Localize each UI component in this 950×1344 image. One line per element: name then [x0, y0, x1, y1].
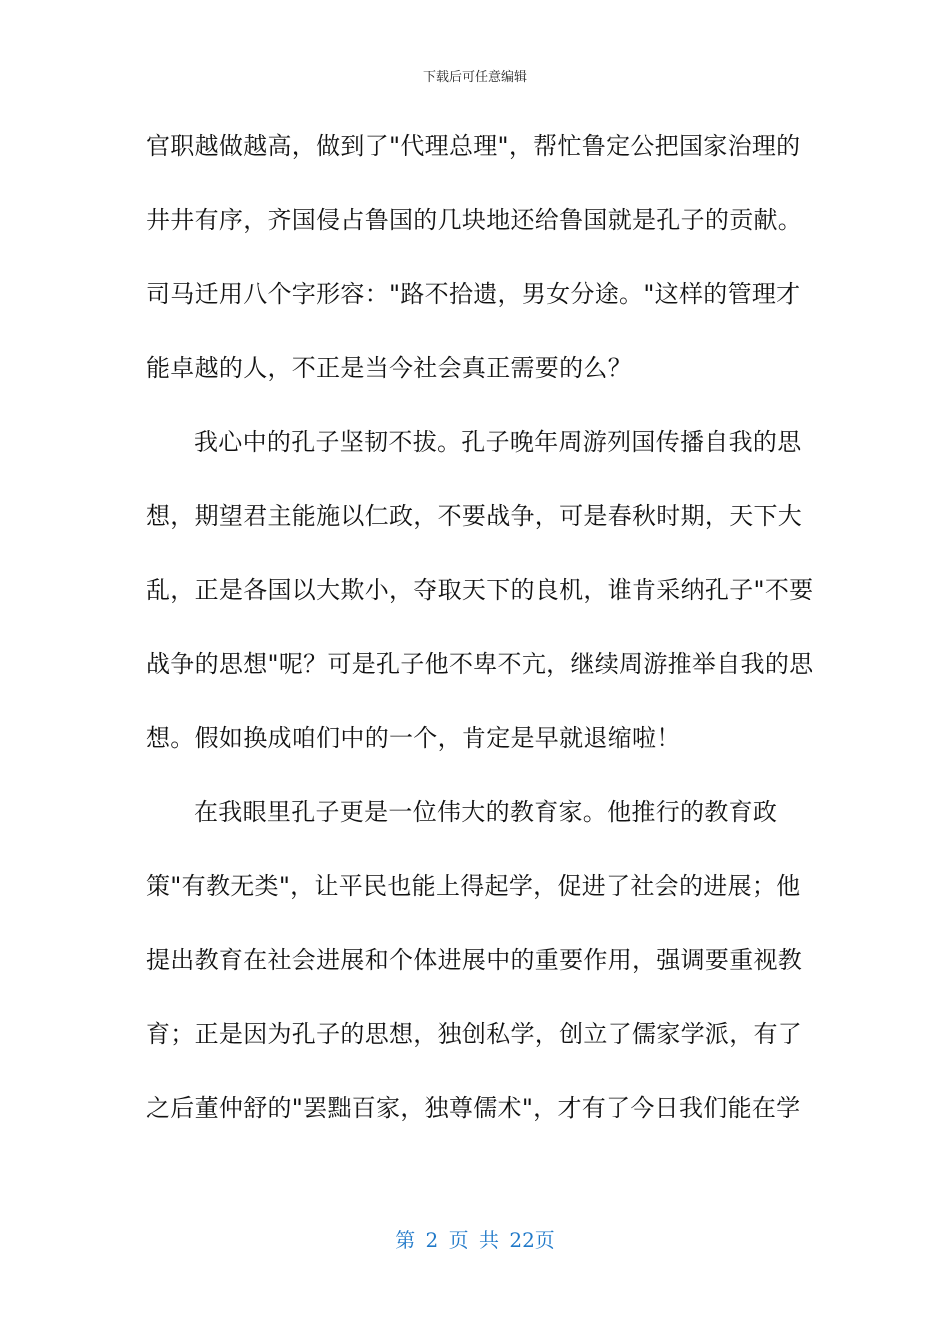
text-line: 司马迁用八个字形容："路不拾遗，男女分途。"这样的管理才 — [146, 280, 801, 308]
text-line: 策"有教无类"，让平民也能上得起学，促进了社会的进展；他 — [146, 872, 801, 900]
text-line: 想，期望君主能施以仁政，不要战争，可是春秋时期，天下大 — [146, 502, 803, 530]
document-body — [146, 120, 814, 1156]
text-line: 乱，正是各国以大欺小，夺取天下的良机，谁肯采纳孔子"不要 — [146, 576, 814, 604]
page-header: 下载后可任意编辑 — [422, 70, 527, 85]
text-line: 提出教育在社会进展和个体进展中的重要作用，强调要重视教 — [146, 946, 803, 974]
text-line: 官职越做越高，做到了"代理总理"，帮忙鲁定公把国家治理的 — [146, 132, 801, 160]
paragraph-start-line: 在我眼里孔子更是一位伟大的教育家。他推行的教育政 — [194, 798, 778, 826]
text-line: 井井有序，齐国侵占鲁国的几块地还给鲁国就是孔子的贡献。 — [146, 206, 803, 234]
paragraph-start-line: 我心中的孔子坚韧不拔。孔子晚年周游列国传播自我的思 — [194, 428, 802, 456]
text-line: 想。假如换成咱们中的一个，肯定是早就退缩啦！ — [146, 724, 681, 752]
text-line: 战争的思想"呢？可是孔子他不卑不亢，继续周游推举自我的思 — [146, 650, 814, 678]
text-line: 能卓越的人，不正是当今社会真正需要的么？ — [146, 354, 632, 382]
page-number-footer: 第 2 页 共 22页 — [395, 1228, 555, 1252]
text-line: 育；正是因为孔子的思想，独创私学，创立了儒家学派，有了 — [146, 1020, 803, 1048]
text-line: 之后董仲舒的"罢黜百家，独尊儒术"，才有了今日我们能在学 — [146, 1094, 801, 1122]
